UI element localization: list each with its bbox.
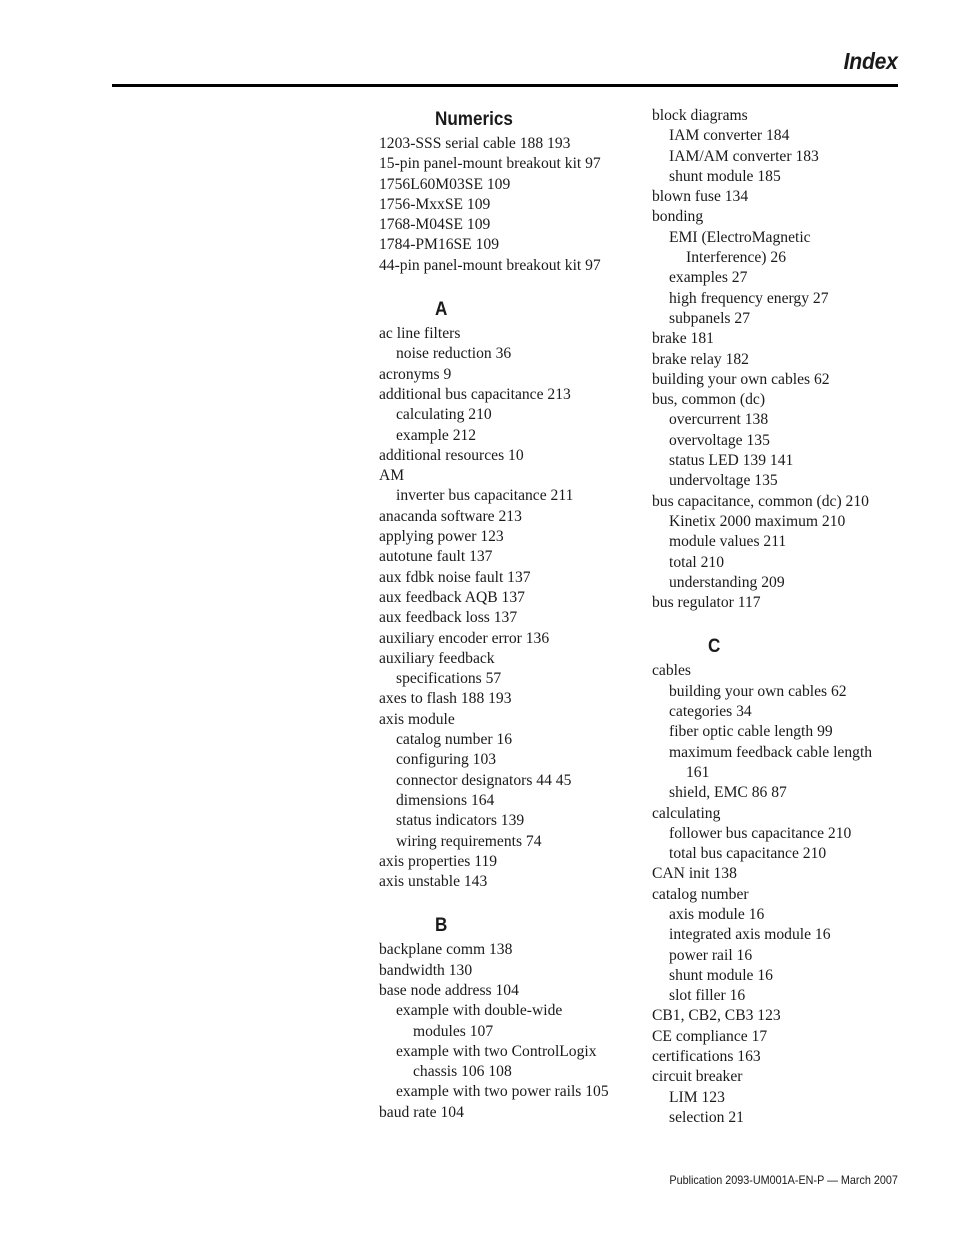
index-subentry: wiring requirements 74 [396,832,542,850]
index-entry: cables [652,662,691,680]
index-entry: axis unstable 143 [379,873,488,891]
index-entry: autotune fault 137 [379,548,493,566]
index-subentry: calculating 210 [396,406,492,424]
index-entry: auxiliary encoder error 136 [379,629,550,647]
index-subentry: undervoltage 135 [669,472,778,490]
index-subentry: examples 27 [669,269,748,287]
index-entry: axes to flash 188 193 [379,690,512,708]
index-entry: circuit breaker [652,1068,743,1086]
index-subentry: overcurrent 138 [669,411,769,429]
index-entry: aux fdbk noise fault 137 [379,568,531,586]
index-entry: CAN init 138 [652,865,737,883]
index-subentry: high frequency energy 27 [669,289,829,307]
index-subentry: overvoltage 135 [669,431,770,449]
index-entry: blown fuse 134 [652,188,749,206]
index-subentry: example with double-wide [396,1002,563,1020]
index-column-left [379,106,641,1123]
index-entry: AM [379,467,405,485]
index-subentry: selection 21 [669,1108,744,1126]
index-subentry: module values 211 [669,533,787,551]
index-entry: additional bus capacitance 213 [379,385,571,403]
index-entry: 1756-MxxSE 109 [379,195,491,213]
index-subentry: Kinetix 2000 maximum 210 [669,512,846,530]
index-entry: bus, common (dc) [652,391,766,409]
index-subentry: shield, EMC 86 87 [669,784,787,802]
index-subentry: subpanels 27 [669,309,750,327]
index-subentry: dimensions 164 [396,791,495,809]
index-subentry: example with two ControlLogix [396,1042,597,1060]
index-entry: building your own cables 62 [652,370,830,388]
index-subentry: categories 34 [669,703,752,721]
index-subentry: LIM 123 [669,1088,725,1106]
index-entry: base node address 104 [379,981,519,999]
index-subentry: axis module 16 [669,905,765,923]
publication-footer: Publication 2093-UM001A-EN-P — March 2007 [669,1173,898,1187]
index-entry: baud rate 104 [379,1103,464,1121]
index-entry: aux feedback AQB 137 [379,588,525,606]
index-subentry: slot filler 16 [669,987,746,1005]
index-entry: additional resources 10 [379,446,524,464]
section-heading-a: A [435,299,448,321]
section-heading-numerics: Numerics [435,109,513,130]
index-entry: 1768-M04SE 109 [379,216,491,234]
index-subentry: example 212 [396,426,477,444]
section-gap [379,276,641,296]
index-entry: block diagrams [652,107,748,124]
index-entry: 44-pin panel-mount breakout kit 97 [379,256,601,274]
index-entry: 1203-SSS serial cable 188 193 [379,135,571,152]
index-subentry: IAM converter 184 [669,127,790,145]
page-title: Index [844,48,898,74]
index-subentry: IAM/AM converter 183 [669,147,819,165]
index-subentry: follower bus capacitance 210 [669,824,852,842]
index-subentry-continued: chassis 106 108 [413,1063,512,1081]
index-entry: brake 181 [652,330,714,348]
section-gap [652,613,908,633]
index-entry: applying power 123 [379,528,504,546]
index-subentry: configuring 103 [396,751,497,769]
index-entry: catalog number [652,885,749,903]
index-subentry: power rail 16 [669,946,753,964]
index-entry: 15-pin panel-mount breakout kit 97 [379,155,601,173]
index-subentry: inverter bus capacitance 211 [396,487,574,505]
index-subentry: example with two power rails 105 [396,1083,609,1101]
index-subentry: total bus capacitance 210 [669,845,827,863]
index-entry: CE compliance 17 [652,1027,768,1045]
index-entry: backplane comm 138 [379,941,513,959]
index-subentry: noise reduction 36 [396,345,512,363]
index-column-right [652,106,908,1128]
index-subentry: total 210 [669,553,725,571]
index-subentry: integrated axis module 16 [669,926,831,944]
index-subentry: shunt module 185 [669,167,781,185]
index-entry: brake relay 182 [652,350,749,368]
title-rule [112,84,898,87]
index-entry: auxiliary feedback [379,649,495,667]
index-entry: ac line filters [379,325,461,343]
index-entry: calculating [652,804,721,822]
index-subentry: building your own cables 62 [669,682,847,700]
index-entry: anacanda software 213 [379,507,522,525]
index-entry: certifications 163 [652,1048,761,1066]
index-subentry: EMI (ElectroMagnetic [669,228,811,246]
index-entry: bonding [652,208,704,226]
section-gap [379,892,641,912]
index-subentry: fiber optic cable length 99 [669,723,833,741]
index-subentry-continued: modules 107 [413,1022,494,1040]
index-entry: bus regulator 117 [652,594,761,612]
index-subentry: status indicators 139 [396,812,525,830]
index-subentry: shunt module 16 [669,966,773,984]
index-entry: aux feedback loss 137 [379,609,518,627]
index-entry: acronyms 9 [379,365,452,383]
index-subentry: connector designators 44 45 [396,771,572,789]
index-subentry: understanding 209 [669,573,785,591]
index-entry: bandwidth 130 [379,961,473,979]
index-entry: CB1, CB2, CB3 123 [652,1007,781,1025]
index-entry: 1756L60M03SE 109 [379,175,511,193]
index-subentry: catalog number 16 [396,731,513,749]
index-subentry: maximum feedback cable length [669,743,873,761]
index-subentry-continued: 161 [686,763,710,781]
index-subentry: specifications 57 [396,670,502,688]
index-entry: axis module [379,710,455,728]
index-subentry: status LED 139 141 [669,452,794,470]
index-entry: axis properties 119 [379,852,498,870]
index-entry: bus capacitance, common (dc) 210 [652,492,869,510]
index-entry: 1784-PM16SE 109 [379,236,499,254]
section-heading-b: B [435,915,448,937]
section-heading-c: C [708,636,721,658]
index-subentry-continued: Interference) 26 [686,249,786,267]
